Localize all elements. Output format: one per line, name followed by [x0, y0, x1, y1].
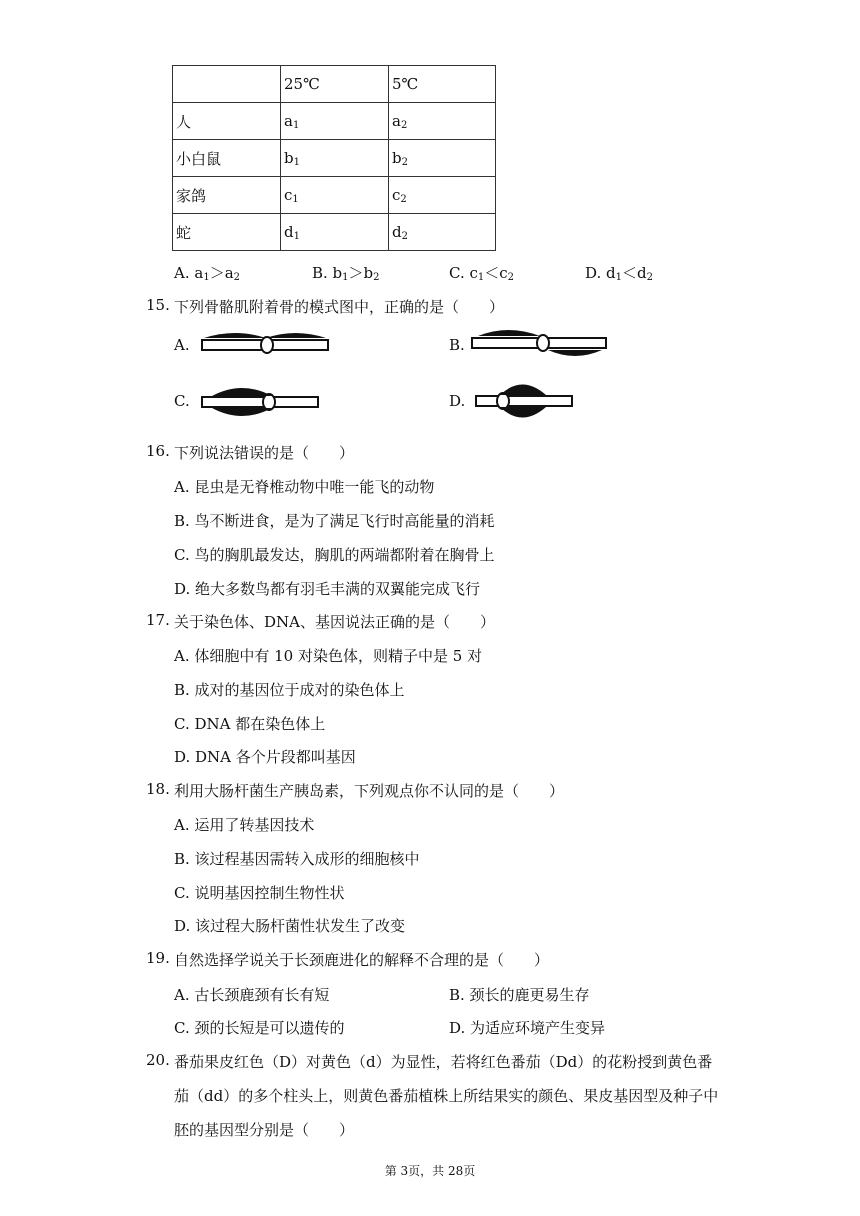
- question-number: 18.: [146, 780, 170, 798]
- table-header-cell: 5℃: [389, 66, 496, 103]
- table-header-row: [173, 66, 496, 103]
- question-text: 下列说法错误的是（ ）: [174, 444, 355, 462]
- question-text: 自然选择学说关于长颈鹿进化的解释不合理的是（ ）: [174, 951, 550, 969]
- bone-muscle-diagram-d: [474, 378, 574, 424]
- option-d: D. DNA 各个片段都叫基因: [174, 748, 356, 766]
- option-c: C. 说明基因控制生物性状: [174, 884, 345, 902]
- question-number: 15.: [146, 296, 170, 314]
- question-number: 19.: [146, 949, 170, 967]
- temperature-table: [172, 65, 496, 251]
- question-text: 下列骨骼肌附着骨的模式图中，正确的是（ ）: [174, 298, 505, 316]
- table-row: [173, 177, 496, 214]
- option-d: D. 该过程大肠杆菌性状发生了改变: [174, 917, 406, 935]
- q15-label-b: B.: [449, 336, 465, 354]
- page-footer: 第 3页，共 28页: [384, 1164, 476, 1178]
- table-cell: $d_1$: [281, 214, 389, 251]
- question-number: 17.: [146, 611, 170, 629]
- q14-option-d: D. $d_1<d_2$: [585, 264, 653, 283]
- option-c: C. 颈的长短是可以遗传的: [174, 1019, 345, 1037]
- question-text-line: 胚的基因型分别是（ ）: [174, 1121, 355, 1139]
- q15-label-c: C.: [174, 392, 190, 410]
- q14-option-c: C. $c_1<c_2$: [449, 264, 515, 283]
- table-row: [173, 140, 496, 177]
- option-b: B. 颈长的鹿更易生存: [449, 986, 590, 1004]
- question-text-line: 番茄果皮红色（D）对黄色（d）为显性，若将红色番茄（Dd）的花粉授到黄色番: [174, 1053, 713, 1071]
- table-header-cell: 25℃: [281, 66, 389, 103]
- q14-option-b: B. $b_1>b_2$: [312, 264, 380, 283]
- table-cell: $c_1$: [281, 177, 389, 214]
- table-cell: $a_2$: [389, 103, 496, 140]
- option-a: A. 体细胞中有 10 对染色体，则精子中是 5 对: [174, 647, 483, 665]
- table-cell: $d_2$: [389, 214, 496, 251]
- question-text: 利用大肠杆菌生产胰岛素，下列观点你不认同的是（ ）: [174, 782, 565, 800]
- bone-muscle-diagram-c: [200, 382, 320, 422]
- bone-muscle-diagram-b: [470, 324, 610, 362]
- table-row: [173, 214, 496, 251]
- option-d: D. 为适应环境产生变异: [449, 1019, 606, 1037]
- table-cell: 小白鼠: [173, 140, 281, 177]
- table-header-cell: [173, 66, 281, 103]
- question-text: 关于染色体、DNA、基因说法正确的是（ ）: [174, 613, 495, 631]
- q15-label-d: D.: [449, 392, 466, 410]
- bone-muscle-diagram-a: [200, 330, 330, 360]
- table-cell: $a_1$: [281, 103, 389, 140]
- option-a: A. 古长颈鹿颈有长有短: [174, 986, 330, 1004]
- option-b: B. 该过程基因需转入成形的细胞核中: [174, 850, 420, 868]
- q15-label-a: A.: [174, 336, 190, 354]
- table-cell: 人: [173, 103, 281, 140]
- option-a: A. 运用了转基因技术: [174, 816, 315, 834]
- table-cell: 蛇: [173, 214, 281, 251]
- option-c: C. DNA 都在染色体上: [174, 715, 326, 733]
- option-a: A. 昆虫是无脊椎动物中唯一能飞的动物: [174, 478, 435, 496]
- table-cell: $c_2$: [389, 177, 496, 214]
- option-c: C. 鸟的胸肌最发达，胸肌的两端都附着在胸骨上: [174, 546, 495, 564]
- question-number: 16.: [146, 442, 170, 460]
- question-number: 20.: [146, 1051, 170, 1069]
- table-cell: 家鸽: [173, 177, 281, 214]
- table-cell: $b_2$: [389, 140, 496, 177]
- question-text-line: 茄（dd）的多个柱头上，则黄色番茄植株上所结果实的颜色、果皮基因型及种子中: [174, 1087, 719, 1105]
- table-row: [173, 103, 496, 140]
- option-d: D. 绝大多数鸟都有羽毛丰满的双翼能完成飞行: [174, 580, 481, 598]
- table-cell: $b_1$: [281, 140, 389, 177]
- option-b: B. 鸟不断进食，是为了满足飞行时高能量的消耗: [174, 512, 495, 530]
- option-b: B. 成对的基因位于成对的染色体上: [174, 681, 405, 699]
- q14-option-a: A. $a_1>a_2$: [174, 264, 241, 283]
